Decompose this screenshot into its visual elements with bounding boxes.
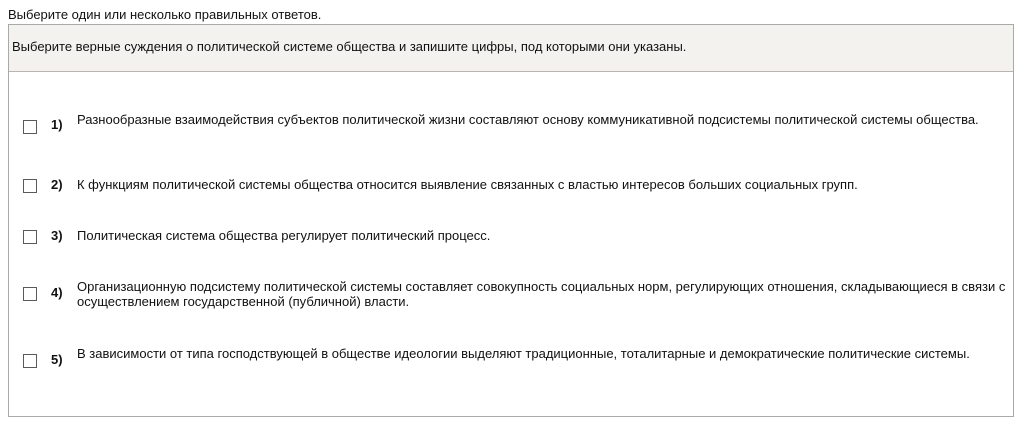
answer-text-2: К функциям политической системы общества относится выявление связанных с властью интересов больших социальных групп.	[77, 177, 858, 192]
answer-number-4: 4)	[51, 285, 63, 300]
question-prompt: Выберите верные суждения о политической системе общества и запишите цифры, под которыми они указаны.	[9, 25, 1013, 72]
answer-checkbox-5[interactable]	[23, 354, 37, 368]
answer-text-1: Разнообразные взаимодействия субъектов политической жизни составляют основу коммуникативной подсистемы политической системы общества.	[77, 112, 979, 127]
answer-number-1: 1)	[51, 117, 63, 132]
answer-option-1[interactable]	[9, 109, 1013, 149]
question-panel	[8, 24, 1014, 417]
answer-number-2: 2)	[51, 177, 63, 192]
answer-checkbox-4[interactable]	[23, 287, 37, 301]
answer-checkbox-2[interactable]	[23, 179, 37, 193]
answer-number-5: 5)	[51, 352, 63, 367]
answer-checkbox-3[interactable]	[23, 230, 37, 244]
answer-text-3: Политическая система общества регулирует политический процесс.	[77, 228, 491, 243]
answer-option-4[interactable]	[9, 276, 1013, 316]
answer-option-3[interactable]	[9, 219, 1013, 259]
instruction-text: Выберите один или несколько правильных ответов.	[8, 7, 322, 22]
answer-text-4: Организационную подсистему политической системы составляет совокупность социальных норм, регулирующих отношения, складывающиеся в связи с осуществлением государственной (публичной) власти.	[77, 279, 1006, 309]
answer-option-2[interactable]	[9, 168, 1013, 208]
answer-text-5: В зависимости от типа господствующей в обществе идеологии выделяют традиционные, тоталитарные и демократические политические системы.	[77, 346, 970, 361]
answer-checkbox-1[interactable]	[23, 120, 37, 134]
answer-number-3: 3)	[51, 228, 63, 243]
answer-option-5[interactable]	[9, 343, 1013, 383]
